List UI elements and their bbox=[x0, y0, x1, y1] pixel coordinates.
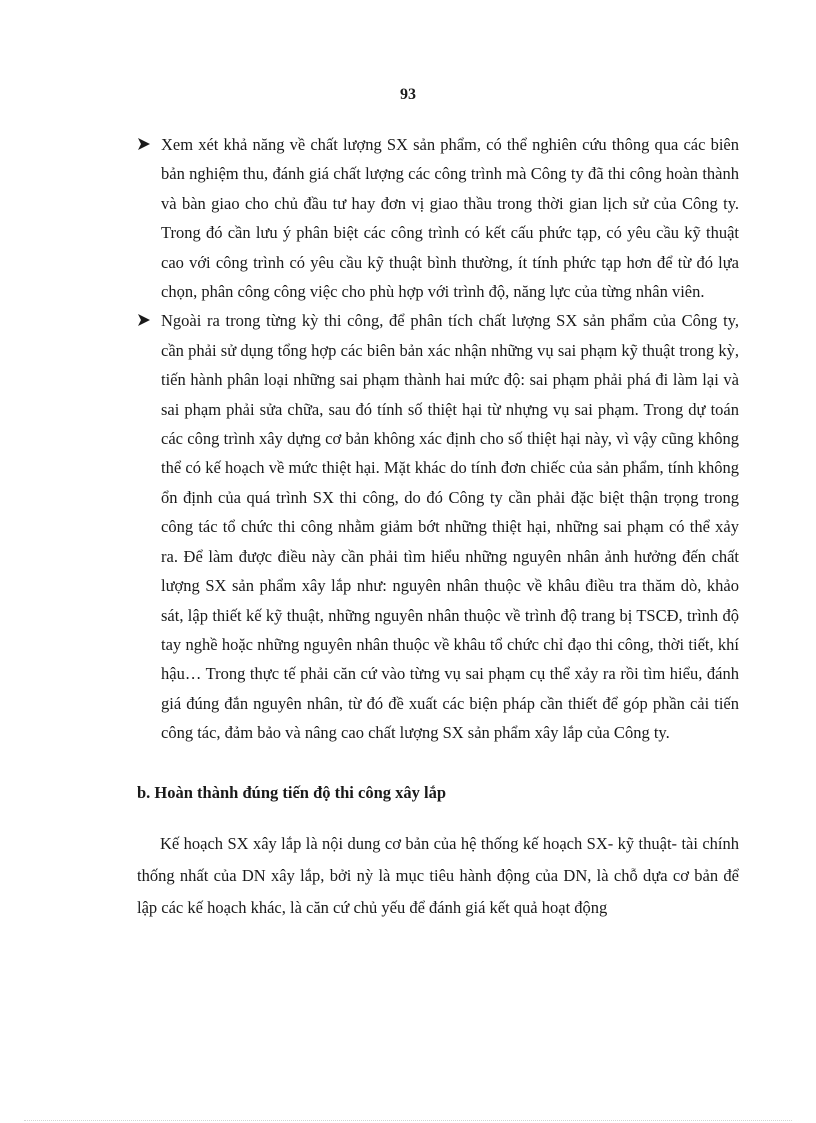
section-paragraph: Kế hoạch SX xây lắp là nội dung cơ bản của hệ thống kế hoạch SX- kỹ thuật- tài chính thống nhất của DN xây lắp, bởi nỳ là mục tiêu hành động của DN, là chỗ dựa cơ bản để lập các kế hoạch khác, là căn cứ chủ yếu để đánh giá kết quả hoạt động bbox=[137, 833, 739, 917]
bullet-item bbox=[137, 130, 739, 306]
bullet-item bbox=[137, 306, 739, 747]
section-heading: b. Hoàn thành đúng tiến độ thi công xây lắp bbox=[137, 782, 447, 802]
bullet-text: Ngoài ra trong từng kỳ thi công, để phân tích chất lượng SX sản phẩm của Công ty, cần phải sử dụng tổng hợp các biên bản xác nhận những vụ sai phạm kỹ thuật trong kỳ, tiến hành phân loại những sai phạm thành hai mức độ: sai phạm phải phá đi làm lại và sai phạm phải sửa chữa, sau đó tính số thiệt hại từ nhựng vụ sai phạm. Trong dự toán các công trình xây dựng cơ bản không xác định cho số thiệt hại này, vì vậy cũng không thể có kế hoạch về mức thiệt hại. Mặt khác do tính đơn chiếc của sản phẩm, tính không ổn định của quá trình SX thi công, do đó Công ty cần phải đặc biệt thận trọng trong công tác tổ chức thi công nhằm giảm bớt những thiệt hại, những sai phạm có thể xảy ra. Để làm được điều này cần phải tìm hiểu những nguyên nhân ảnh hưởng đến chất lượng SX sản phẩm xây lắp như: nguyên nhân thuộc về khâu điều tra thăm dò, khảo sát, lập thiết kế kỹ thuật, những nguyên nhân thuộc về trình độ trang bị TSCĐ, trình độ tay nghề hoặc những nguyên nhân thuộc về khâu tổ chức chỉ đạo thi công, thời tiết, khí hậu… Trong thực tế phải căn cứ vào từng vụ sai phạm cụ thể xảy ra rồi tìm hiểu, đánh giá đúng đắn nguyên nhân, từ đó đề xuất các biện pháp cần thiết để góp phần cải tiến công tác, đảm bảo và nâng cao chất lượng SX sản phẩm xây lắp của Công ty. bbox=[161, 311, 739, 743]
document-body bbox=[137, 130, 739, 924]
arrow-bullet-icon bbox=[137, 313, 151, 327]
arrow-bullet-icon bbox=[137, 137, 151, 151]
page-number: 93 bbox=[400, 86, 416, 103]
bullet-text: Xem xét khả năng về chất lượng SX sản phẩm, có thể nghiên cứu thông qua các biên bản nghiệm thu, đánh giá chất lượng các công trình mà Công ty đã thi công hoàn thành và bàn giao cho chủ đầu tư hay đơn vị giao thầu trong thời gian lịch sử của Công ty. Trong đó cần lưu ý phân biệt các công trình có kết cấu phức tạp, có yêu cầu kỹ thuật cao với công trình có yêu cầu kỹ thuật bình thường, ít tính phức tạp hơn để từ đó lựa chọn, phân công công việc cho phù hợp với trình độ, năng lực của từng nhân viên. bbox=[161, 135, 739, 302]
footer-divider bbox=[24, 1120, 792, 1121]
